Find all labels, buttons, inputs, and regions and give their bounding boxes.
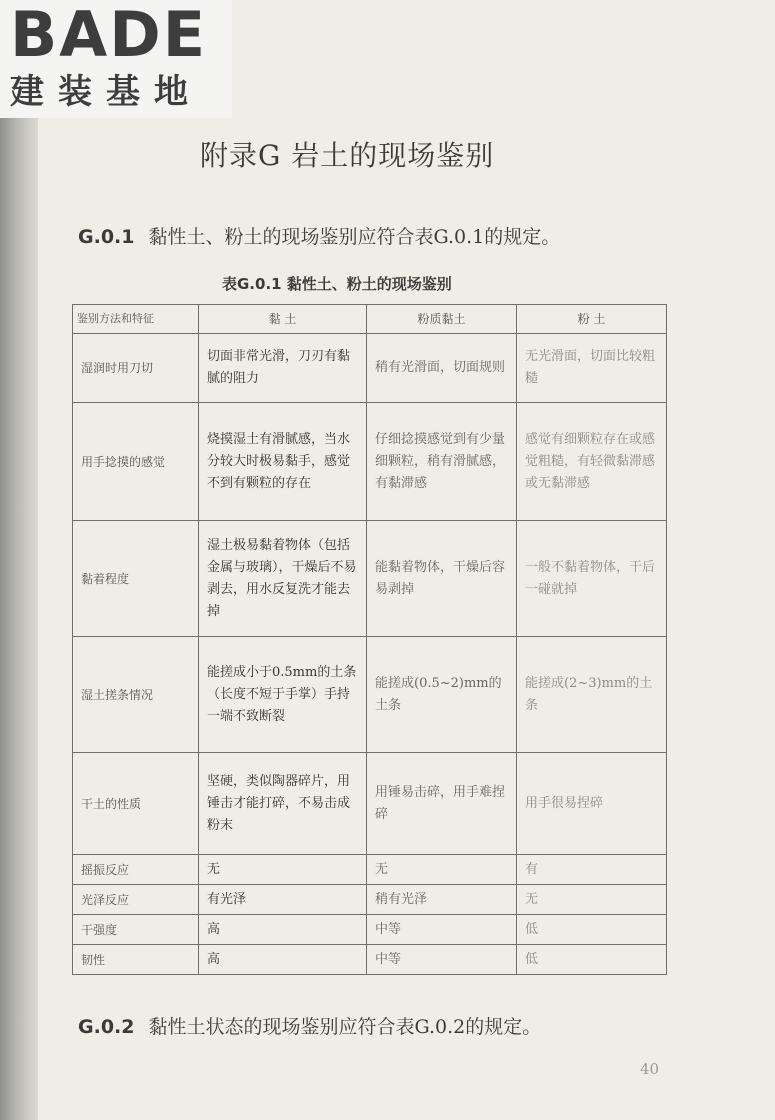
cell-silt: 低	[517, 915, 667, 945]
bade-logo	[0, 0, 232, 118]
cell-clay: 有光泽	[199, 885, 367, 915]
cell-silt: 感觉有细颗粒存在或感觉粗糙，有轻微黏滞感或无黏滞感	[517, 403, 667, 521]
clause-number: G.0.1	[78, 226, 135, 248]
clause-text: 黏性土、粉土的现场鉴别应符合表G.0.1的规定。	[148, 226, 561, 248]
clause-text: 黏性土状态的现场鉴别应符合表G.0.2的规定。	[148, 1016, 542, 1038]
cell-silt: 无	[517, 885, 667, 915]
header-method: 鉴别方法和特征	[73, 305, 199, 334]
row-key: 用手捻摸的感觉	[73, 403, 199, 521]
cell-silty-clay: 用锤易击碎，用手难捏碎	[367, 753, 517, 855]
header-silty-clay: 粉质黏土	[367, 305, 517, 334]
row-key: 干强度	[73, 915, 199, 945]
cell-silty-clay: 仔细捻摸感觉到有少量细颗粒，稍有滑腻感，有黏滞感	[367, 403, 517, 521]
cell-clay: 烧摸湿土有滑腻感，当水分较大时极易黏手，感觉不到有颗粒的存在	[199, 403, 367, 521]
clause-g-0-1	[78, 222, 698, 249]
table-row	[73, 403, 667, 521]
row-key: 光泽反应	[73, 885, 199, 915]
cell-clay: 高	[199, 915, 367, 945]
table-row	[73, 855, 667, 885]
soil-identification-table	[72, 304, 667, 975]
table-row	[73, 521, 667, 637]
cell-silty-clay: 中等	[367, 945, 517, 975]
cell-silt: 低	[517, 945, 667, 975]
header-silt: 粉 土	[517, 305, 667, 334]
cell-clay: 高	[199, 945, 367, 975]
cell-silt: 能搓成(2~3)mm的土条	[517, 637, 667, 753]
cell-silt: 有	[517, 855, 667, 885]
header-clay: 黏 土	[199, 305, 367, 334]
table-header-row	[73, 305, 667, 334]
cell-clay: 能搓成小于0.5mm的土条（长度不短于手掌）手持一端不致断裂	[199, 637, 367, 753]
row-key: 摇振反应	[73, 855, 199, 885]
table-row	[73, 915, 667, 945]
page-gutter-shadow	[0, 0, 38, 1120]
cell-silty-clay: 能黏着物体，干燥后容易剥掉	[367, 521, 517, 637]
appendix-title: 附录G 岩土的现场鉴别	[200, 139, 495, 172]
row-key: 干土的性质	[73, 753, 199, 855]
clause-g-0-2	[78, 1012, 698, 1039]
table-row	[73, 637, 667, 753]
cell-clay: 湿土极易黏着物体（包括金属与玻璃），干燥后不易剥去，用水反复洗才能去掉	[199, 521, 367, 637]
cell-silt: 无光滑面，切面比较粗糙	[517, 334, 667, 403]
logo-brand: BADE	[10, 0, 208, 71]
row-key: 黏着程度	[73, 521, 199, 637]
table-caption: 表G.0.1 黏性土、粉土的现场鉴别	[222, 275, 452, 293]
clause-number: G.0.2	[78, 1016, 135, 1038]
cell-silt: 用手很易捏碎	[517, 753, 667, 855]
cell-clay: 切面非常光滑，刀刃有黏腻的阻力	[199, 334, 367, 403]
page-number: 40	[640, 1060, 660, 1078]
row-key: 韧性	[73, 945, 199, 975]
table-row	[73, 753, 667, 855]
table-row	[73, 334, 667, 403]
table-row	[73, 885, 667, 915]
cell-clay: 无	[199, 855, 367, 885]
cell-silty-clay: 中等	[367, 915, 517, 945]
table-row	[73, 945, 667, 975]
cell-silty-clay: 无	[367, 855, 517, 885]
row-key: 湿润时用刀切	[73, 334, 199, 403]
cell-silty-clay: 稍有光泽	[367, 885, 517, 915]
logo-subtitle: 建装基地	[10, 72, 202, 112]
cell-silt: 一般不黏着物体，干后一碰就掉	[517, 521, 667, 637]
cell-silty-clay: 能搓成(0.5~2)mm的土条	[367, 637, 517, 753]
cell-silty-clay: 稍有光滑面，切面规则	[367, 334, 517, 403]
cell-clay: 坚硬，类似陶器碎片，用锤击才能打碎，不易击成粉末	[199, 753, 367, 855]
row-key: 湿土搓条情况	[73, 637, 199, 753]
